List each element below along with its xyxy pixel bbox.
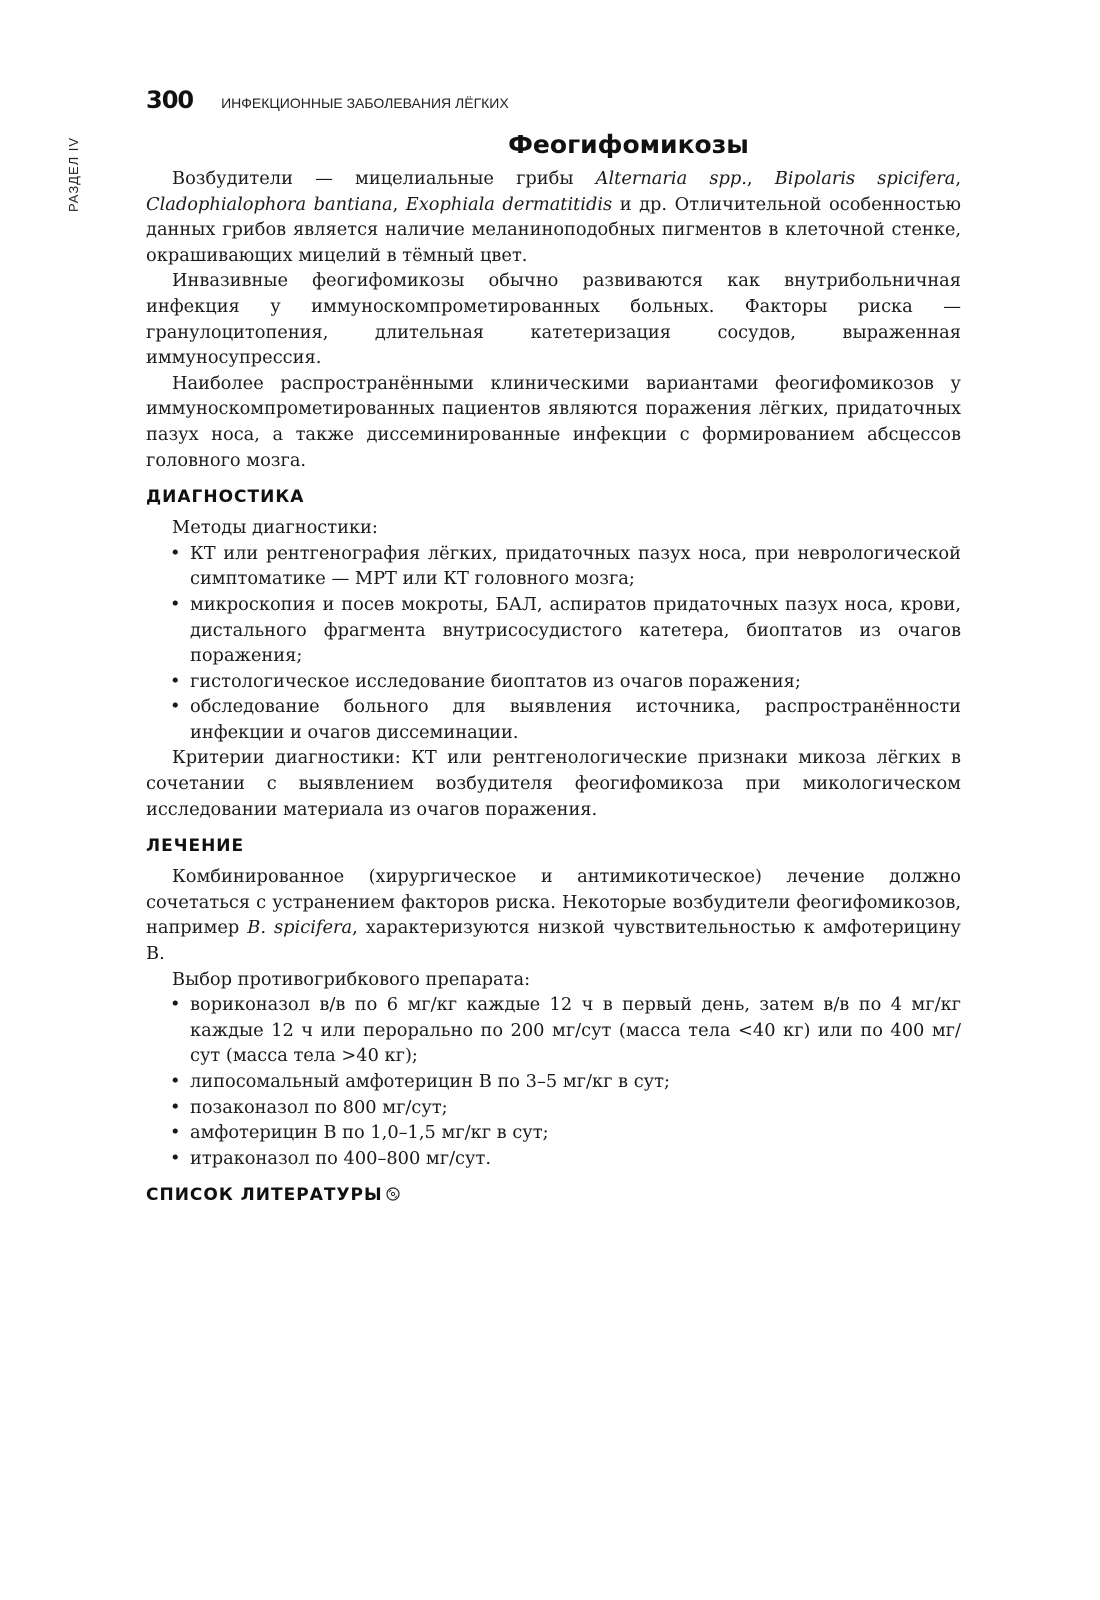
intro-paragraph-3: Наиболее распространёнными клиническими вариантами феогифомикозов у иммуноскомпрометированных пациентов являются поражения лёгких, придаточных пазух носа, а также диссеминированные инфекции с формированием абсцессов головного мозга. — [146, 372, 961, 471]
text-run: Возбудители — мицелиальные грибы — [172, 168, 596, 189]
running-title: ИНФЕКЦИОННЫЕ ЗАБОЛЕВАНИЯ ЛЁГКИХ — [221, 95, 509, 111]
list-item: • итраконазол по 400–800 мг/сут. — [190, 1146, 961, 1172]
list-item: • амфотерицин В по 1,0–1,5 мг/кг в сут; — [190, 1120, 961, 1146]
intro-paragraph-1 — [146, 166, 961, 268]
section-title: Феогифомикозы — [508, 130, 749, 159]
treatment-lead: Выбор противогрибкового препарата: — [172, 968, 531, 990]
treatment-heading: ЛЕЧЕНИЕ — [146, 836, 245, 857]
diagnostics-criteria: Критерии диагностики: КТ или рентгенологические признаки микоза лёгких в сочетании с выявлением возбудителя феогифомикоза при микологическом исследовании материала из очагов поражения. — [146, 747, 961, 820]
page-content — [146, 128, 961, 1213]
diagnostics-lead: Методы диагностики: — [172, 517, 378, 539]
species-name: B. spicifera — [247, 917, 353, 939]
references-heading-label: СПИСОК ЛИТЕРАТУРЫ — [146, 1185, 383, 1206]
diagnostics-heading: ДИАГНОСТИКА — [146, 487, 305, 508]
species-name: Bipolaris spicifera — [774, 168, 956, 189]
text-run: , — [392, 193, 406, 215]
text-run: Комбинированное (хирургическое и антимикотическое) лечение должно сочетаться с устранением факторов риска. Некоторые возбудители феогифомикозов, например — [146, 866, 961, 939]
list-item: • липосомальный амфотерицин В по 3–5 мг/кг в сут; — [190, 1069, 961, 1095]
text-run: , — [955, 168, 961, 189]
references-heading[interactable] — [146, 1183, 961, 1207]
page-number: 300 — [146, 86, 194, 114]
list-item: • КТ или рентгенография лёгких, придаточных пазух носа, при неврологической симптоматике — МРТ или КТ головного мозга; — [190, 541, 961, 592]
running-header — [146, 86, 509, 114]
list-item: • обследование больного для выявления источника, распространённости инфекции и очагов диссеминации. — [190, 694, 961, 745]
text-run: и др. Отличительной особенностью данных грибов является наличие меланиноподобных пигментов в клеточной стенке, окрашивающих мицелий в тёмный цвет. — [146, 193, 961, 266]
species-name: Exophiala dermatitidis — [405, 193, 613, 215]
species-name: Cladophialophora bantiana — [146, 193, 393, 215]
list-item: • позаконазол по 800 мг/сут; — [190, 1095, 961, 1121]
species-name: Alternaria spp. — [595, 168, 747, 189]
list-item: • вориконазол в/в по 6 мг/кг каждые 12 ч в первый день, затем в/в по 4 мг/кг каждые 12 ч или перорально по 200 мг/сут (масса тела <40 кг) или по 400 мг/сут (масса тела >40 кг); — [190, 992, 961, 1069]
intro-paragraph-2: Инвазивные феогифомикозы обычно развиваются как внутрибольничная инфекция у иммуноскомпрометированных больных. Факторы риска — гранулоцитопения, длительная катетеризация сосудов, выраженная иммуносупрессия. — [146, 270, 961, 369]
disc-icon[interactable] — [386, 1184, 400, 1198]
text-run: , характеризуются низкой чувствительностью к амфотерицину В. — [146, 917, 961, 965]
list-item: • микроскопия и посев мокроты, БАЛ, аспиратов придаточных пазух носа, крови, дистального фрагмента внутрисосудистого катетера, биоптатов из очагов поражения; — [190, 592, 961, 669]
treatment-paragraph — [146, 864, 961, 966]
section-side-label: РАЗДЕЛ IV — [66, 136, 81, 212]
treatment-list — [146, 992, 961, 1171]
diagnostics-list — [146, 541, 961, 746]
text-run: , — [746, 168, 775, 189]
list-item: • гистологическое исследование биоптатов из очагов поражения; — [190, 669, 961, 695]
